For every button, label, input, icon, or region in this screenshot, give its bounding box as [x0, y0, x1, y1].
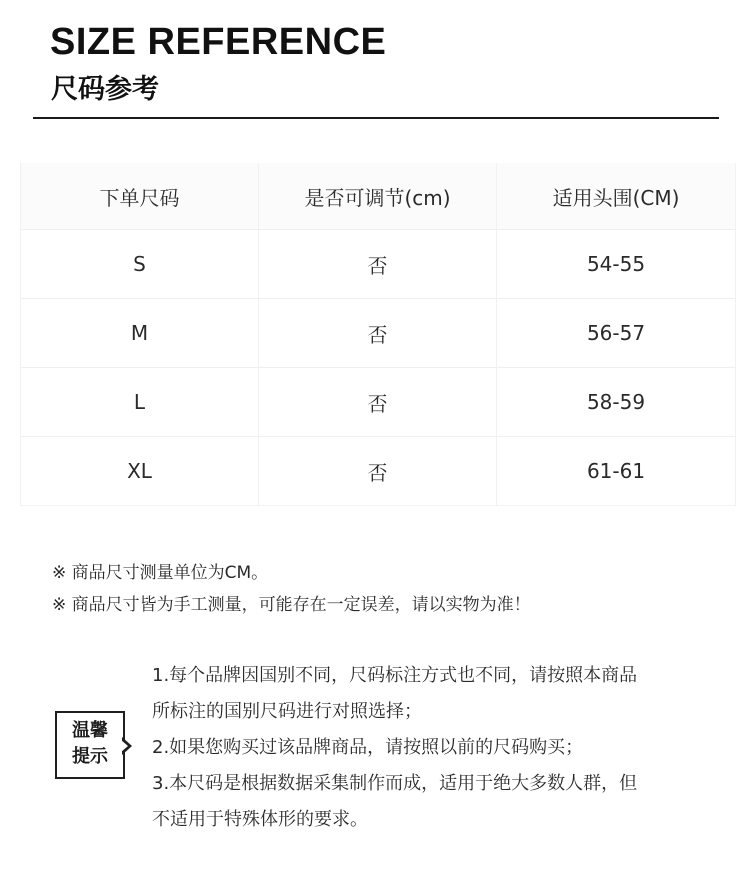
tip-line: 1.每个品牌因国别不同，尺码标注方式也不同，请按照本商品 — [152, 665, 638, 686]
table-row — [21, 368, 736, 437]
tips-label-line2: 提示 — [72, 746, 108, 767]
tips-label-line1: 温馨 — [72, 720, 108, 741]
tip-line: 不适用于特殊体形的要求。 — [152, 809, 368, 830]
tip-line: 3.本尺码是根据数据采集制作而成，适用于绝大多数人群，但 — [152, 773, 638, 794]
cell-circumference: 54-55 — [497, 230, 736, 299]
tip-line: 2.如果您购买过该品牌商品，请按照以前的尺码购买； — [152, 737, 584, 758]
cell-size: S — [21, 230, 259, 299]
header-adjustable: 是否可调节(cm) — [259, 163, 497, 230]
header-head-circumference: 适用头围(CM) — [497, 163, 736, 230]
table-header-row — [21, 163, 736, 230]
cell-size: M — [21, 299, 259, 368]
cell-circumference: 58-59 — [497, 368, 736, 437]
size-table — [20, 163, 736, 506]
header-order-size: 下单尺码 — [21, 163, 259, 230]
cell-adjustable: 否 — [259, 230, 497, 299]
cell-size: XL — [21, 437, 259, 506]
note-unit: ※ 商品尺寸测量单位为CM。 — [52, 563, 269, 583]
title-english: SIZE REFERENCE — [50, 21, 387, 63]
cell-circumference: 56-57 — [497, 299, 736, 368]
tip-line: 所标注的国别尺码进行对照选择； — [152, 701, 422, 722]
title-chinese: 尺码参考 — [51, 74, 159, 105]
notes — [52, 557, 531, 621]
tips-text — [152, 658, 732, 838]
cell-adjustable: 否 — [259, 437, 497, 506]
note-measurement: ※ 商品尺寸皆为手工测量，可能存在一定误差，请以实物为准！ — [52, 595, 531, 615]
table-row — [21, 437, 736, 506]
cell-circumference: 61-61 — [497, 437, 736, 506]
cell-size: L — [21, 368, 259, 437]
table-row — [21, 299, 736, 368]
table-row — [21, 230, 736, 299]
cell-adjustable: 否 — [259, 299, 497, 368]
tips-badge-label — [55, 718, 125, 770]
cell-adjustable: 否 — [259, 368, 497, 437]
title-divider — [33, 117, 719, 119]
